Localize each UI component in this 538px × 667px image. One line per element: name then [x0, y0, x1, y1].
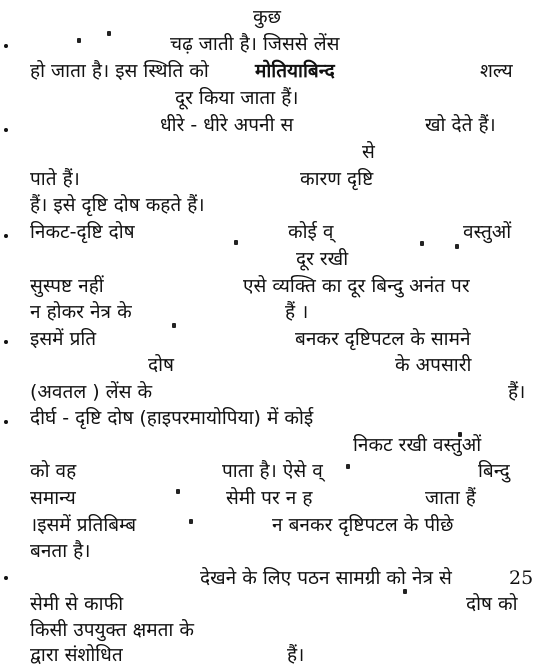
scan-speck	[189, 519, 193, 524]
text-fragment: पाता है। ऐसे व्	[222, 460, 323, 482]
text-fragment: देखने के लिए पठन सामग्री को नेत्र से	[200, 567, 452, 589]
scan-speck	[234, 240, 238, 245]
text-fragment: वस्तुओं	[463, 221, 512, 243]
text-fragment: चढ़ जाती है। जिससे लेंस	[170, 33, 340, 55]
text-fragment: सेमी से काफी	[30, 593, 124, 615]
text-fragment: हैं।	[287, 644, 305, 666]
text-fragment: बनता है।	[30, 540, 91, 562]
text-fragment: हैं ।	[285, 301, 309, 323]
text-fragment: जाता हैं	[425, 487, 476, 509]
text-fragment: समान्य	[30, 487, 76, 509]
text-fragment: (अवतल ) लेंस के	[30, 381, 153, 403]
text-fragment: न बनकर दृष्टिपटल के पीछे	[272, 514, 454, 536]
text-fragment: दोष को	[466, 593, 518, 615]
text-fragment: खो देते हैं।	[425, 114, 496, 136]
text-fragment: कोई व्	[288, 221, 334, 243]
text-fragment: निकट रखी वस्तुओं	[353, 434, 482, 456]
text-fragment: दूर किया जाता हैं।	[175, 87, 299, 109]
text-fragment: बनकर दृष्टिपटल के सामने	[295, 328, 471, 350]
text-fragment: बिन्दु	[478, 460, 510, 482]
scan-speck	[455, 244, 459, 249]
text-fragment: सुस्पष्ट नहीं	[30, 275, 104, 297]
scan-speck	[346, 464, 350, 469]
bullet	[4, 234, 8, 238]
bullet	[4, 340, 8, 344]
scan-speck	[420, 241, 424, 246]
text-fragment-bold: मोतियाबिन्द	[255, 60, 335, 82]
bullet	[4, 576, 8, 580]
text-fragment: इसमें प्रति	[30, 328, 97, 350]
text-fragment: धीरे - धीरे अपनी स	[160, 114, 294, 136]
text-fragment: पाते हैं।	[30, 168, 80, 190]
text-fragment: दूर रखी	[296, 248, 349, 270]
text-fragment: शल्य	[480, 60, 513, 82]
scan-speck	[172, 323, 176, 328]
text-fragment: दोष	[148, 354, 174, 376]
scan-speck	[77, 38, 81, 43]
text-fragment: सेमी पर न ह	[226, 487, 313, 509]
text-fragment: ।इसमें प्रतिबिम्ब	[30, 514, 137, 536]
text-fragment: से	[362, 141, 375, 163]
text-fragment: को वह	[30, 460, 77, 482]
text-fragment: किसी उपयुक्त क्षमता के	[30, 619, 194, 641]
text-fragment: हो जाता है। इस स्थिति को	[30, 60, 209, 82]
text-fragment: हैं।	[508, 381, 526, 403]
text-fragment: न होकर नेत्र के	[30, 301, 132, 323]
bullet	[4, 128, 8, 132]
scan-speck	[403, 589, 407, 594]
text-fragment: द्वारा संशोधित	[30, 644, 123, 666]
text-fragment: कुछ	[253, 6, 281, 28]
text-fragment: हैं। इसे दृष्टि दोष कहते हैं।	[30, 194, 205, 216]
bullet	[4, 44, 8, 48]
text-fragment: दीर्घ - दृष्टि दोष (हाइपरमायोपिया) में कोई	[30, 407, 314, 429]
bullet	[4, 420, 8, 424]
text-fragment: के अपसारी	[395, 354, 472, 376]
scan-speck	[176, 489, 180, 494]
text-fragment: कारण दृष्टि	[300, 168, 374, 190]
text-fragment-number: 25	[509, 567, 534, 589]
scan-speck	[107, 31, 111, 36]
text-fragment: निकट-दृष्टि दोष	[30, 221, 135, 243]
text-fragment: एसे व्यक्ति का दूर बिन्दु अनंत पर	[243, 275, 470, 297]
